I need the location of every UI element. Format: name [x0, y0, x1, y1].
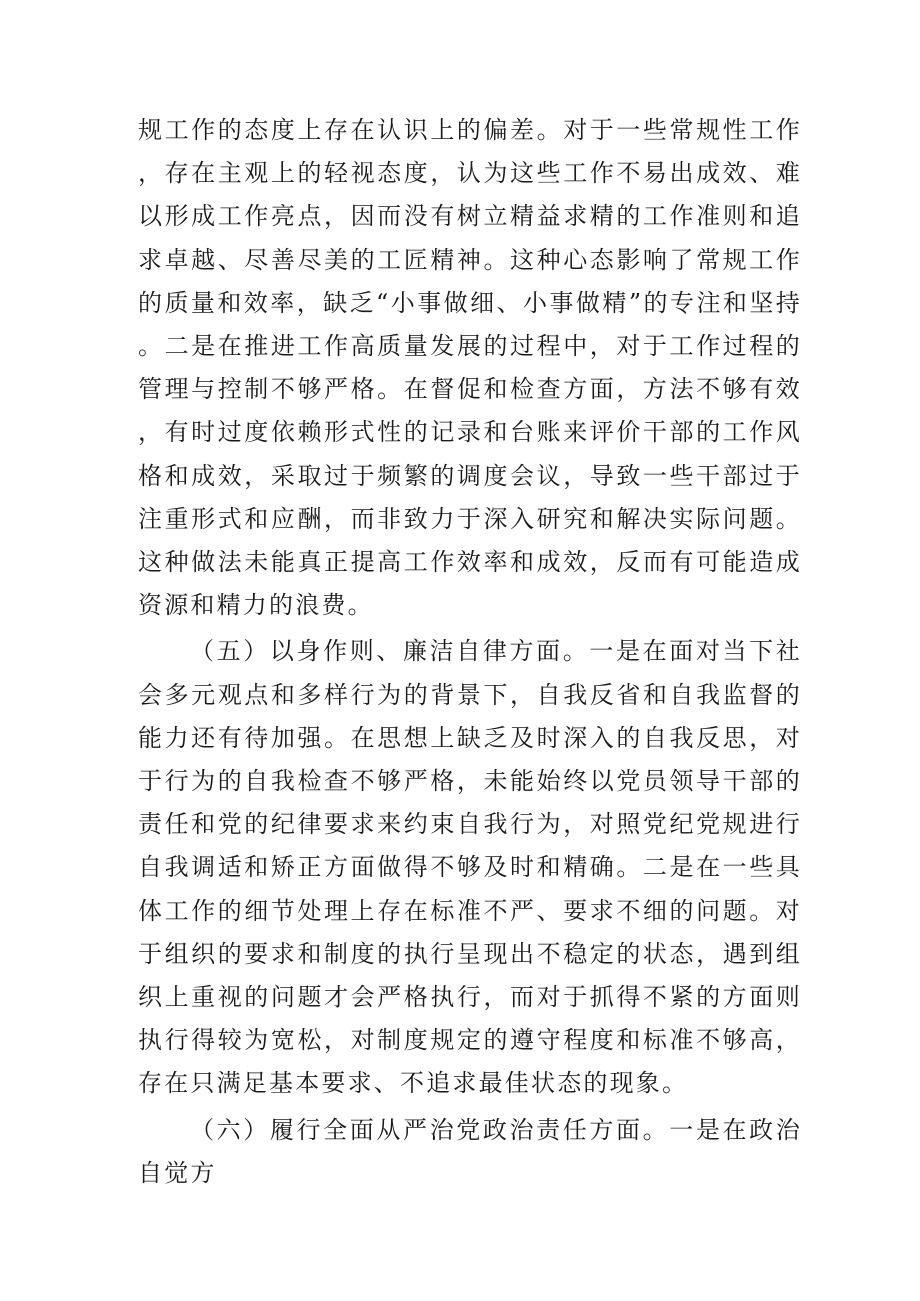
paragraph-continuation: 规工作的态度上存在认识上的偏差。对于一些常规性工作，存在主观上的轻视态度，认为这些工作不易出成效、难以形成工作亮点，因而没有树立精益求精的工作准则和追求卓越、尽善尽美的工匠精神。这种心态影响了常规工作的质量和效率，缺乏“小事做细、小事做精”的专注和坚持。二是在推进工作高质量发展的过程中，对于工作过程的管理与控制不够严格。在督促和检查方面，方法不够有效，有时过度依赖形式性的记录和台账来评价干部的工作风格和成效，采取过于频繁的调度会议，导致一些干部过于注重形式和应酬，而非致力于深入研究和解决实际问题。这种做法未能真正提高工作效率和成效，反而有可能造成资源和精力的浪费。 — [138, 116, 802, 620]
document-body — [138, 109, 802, 1195]
paragraph-section-six: （六）履行全面从严治党政治责任方面。一是在政治自觉方 — [138, 1115, 802, 1187]
paragraph-section-five: （五）以身作则、廉洁自律方面。一是在面对当下社会多元观点和多样行为的背景下，自我反省和自我监督的能力还有待加强。在思想上缺乏及时深入的自我反思，对于行为的自我检查不够严格，未能始终以党员领导干部的责任和党的纪律要求来约束自我行为，对照党纪党规进行自我调适和矫正方面做得不够及时和精确。二是在一些具体工作的细节处理上存在标准不严、要求不细的问题。对于组织的要求和制度的执行呈现出不稳定的状态，遇到组织上重视的问题才会严格执行，而对于抓得不紧的方面则执行得较为宽松，对制度规定的遵守程度和标准不够高，存在只满足基本要求、不追求最佳状态的现象。 — [138, 637, 802, 1098]
